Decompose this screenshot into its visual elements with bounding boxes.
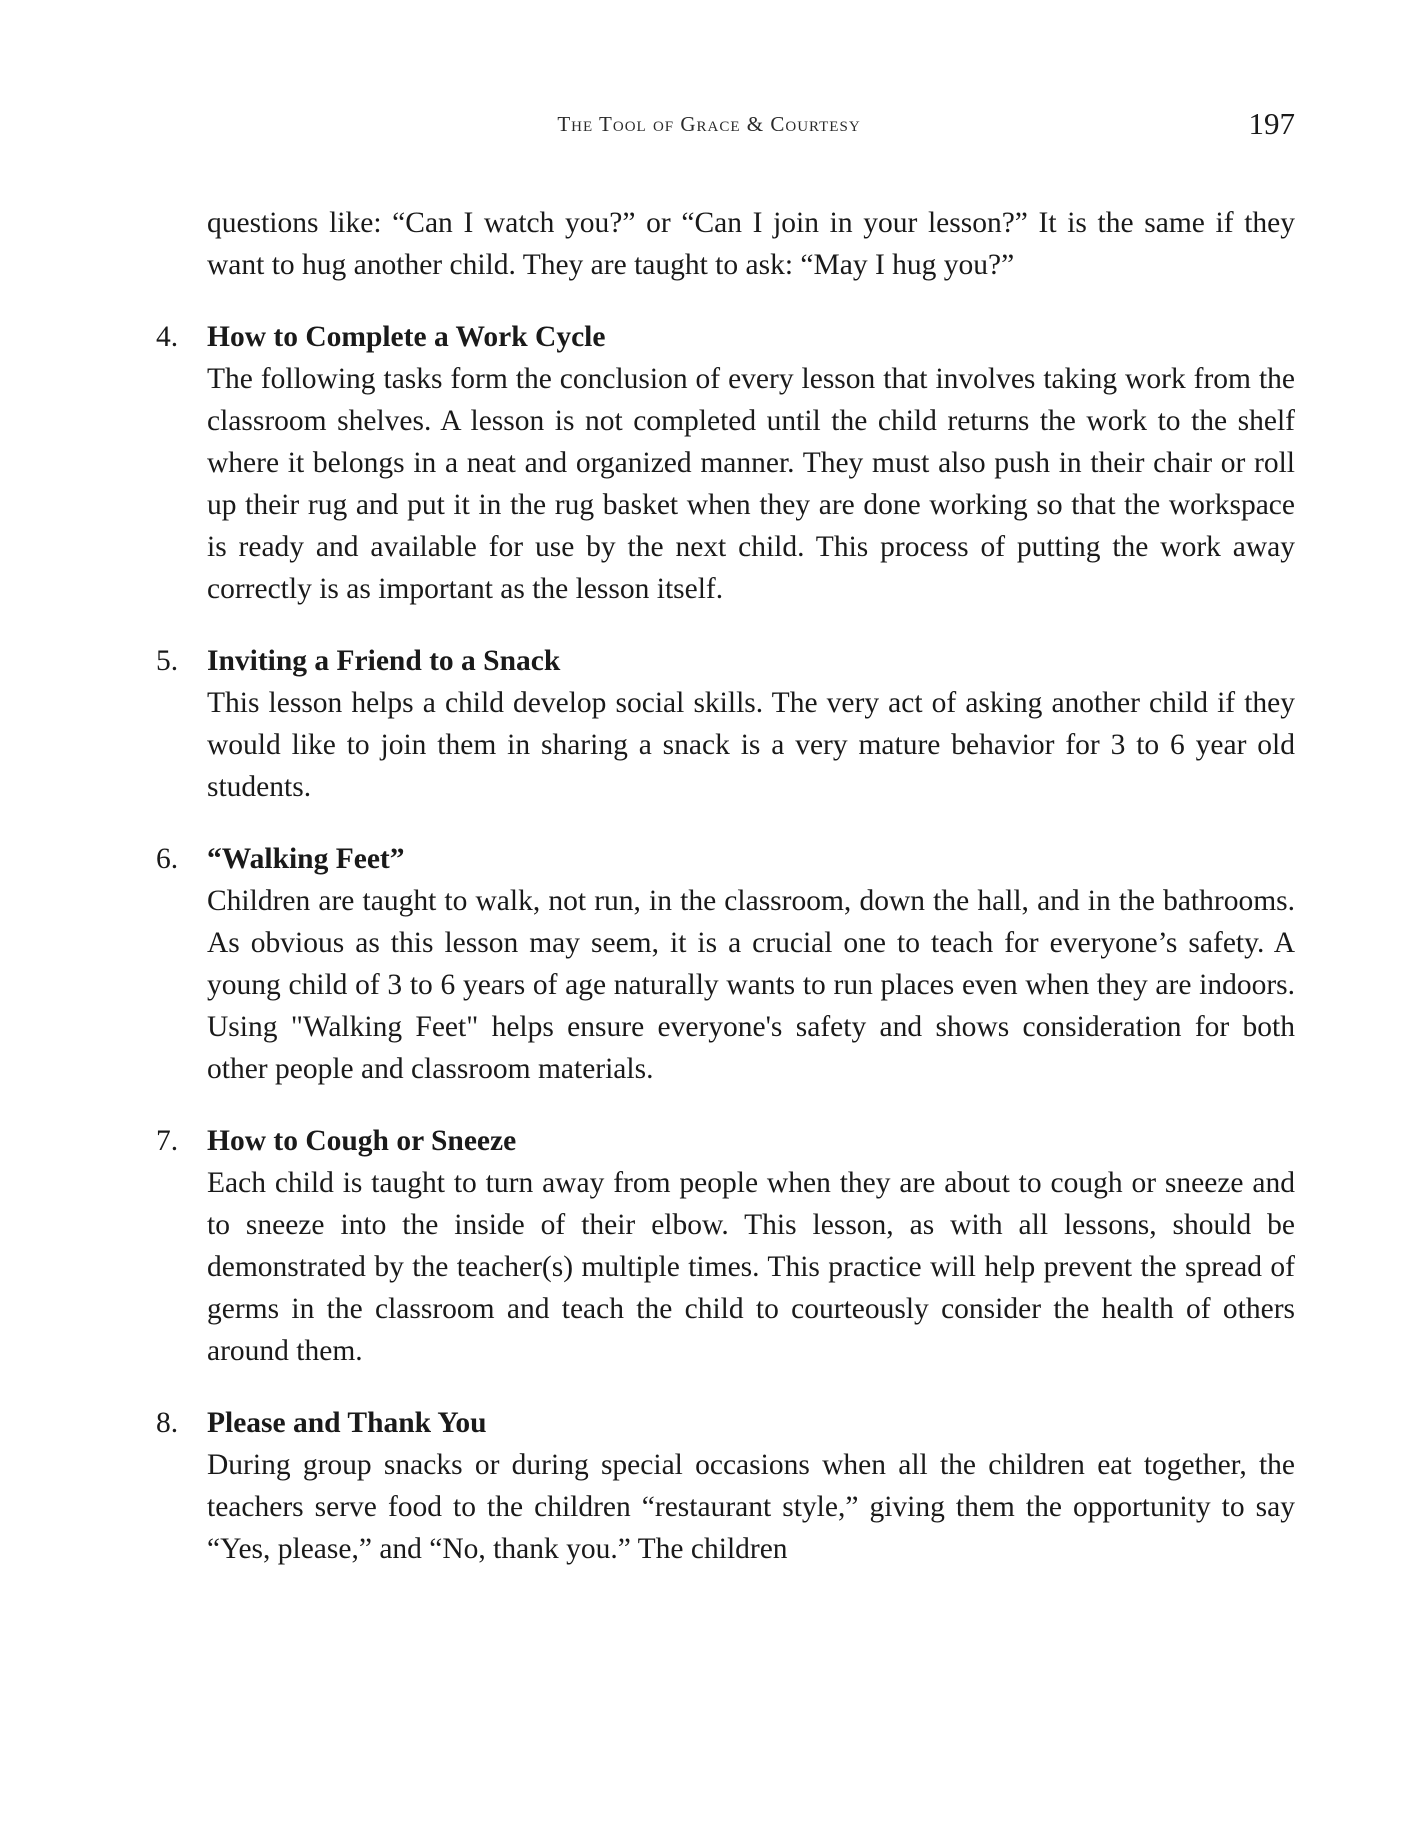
item-number: 6. (156, 843, 179, 875)
page-body (156, 202, 1295, 1570)
item-text: This lesson helps a child develop social skills. The very act of asking another child if they would like to join them in sharing a snack is a very mature behavior for 3 to 6 year old students. (207, 687, 1295, 803)
item-text: Each child is taught to turn away from people when they are about to cough or sneeze and to sneeze into the inside of their elbow. This lesson, as with all lessons, should be demonstrated by the teacher(s) multiple times. This practice will help prevent the spread of germs in the classroom and teach the child to courteously consider the health of others around them. (207, 1167, 1295, 1367)
item-number: 7. (156, 1125, 179, 1157)
item-number: 5. (156, 645, 179, 677)
item-heading: How to Complete a Work Cycle (207, 321, 606, 353)
item-text: The following tasks form the conclusion of every lesson that involves taking work from the classroom shelves. A lesson is not completed until the child returns the work to the shelf where it belongs in a neat and organized manner. They must also push in their chair or roll up their rug and put it in the rug basket when they are done working so that the workspace is ready and available for use by the next child. This process of putting the work away correctly is as important as the lesson itself. (207, 363, 1295, 605)
list-item (156, 316, 1295, 610)
item-text: During group snacks or during special occasions when all the children eat together, the teachers serve food to the children “restaurant style,” giving them the opportunity to say “Yes, please,” and “No, thank you.” The children (207, 1449, 1295, 1565)
page-number: 197 (1248, 106, 1295, 141)
intro-paragraph: questions like: “Can I watch you?” or “Can I join in your lesson?” It is the same if they want to hug another child. They are taught to ask: “May I hug you?” (207, 207, 1295, 281)
list-item (156, 640, 1295, 808)
item-number: 8. (156, 1407, 179, 1439)
item-heading: Inviting a Friend to a Snack (207, 645, 561, 677)
running-head: The Tool of Grace & Courtesy (557, 112, 861, 136)
list-item (156, 1402, 1295, 1570)
list-item (156, 1120, 1295, 1372)
item-heading: How to Cough or Sneeze (207, 1125, 517, 1157)
numbered-list (156, 316, 1295, 1570)
item-heading: Please and Thank You (207, 1407, 487, 1439)
item-text: Children are taught to walk, not run, in the classroom, down the hall, and in the bathrooms. As obvious as this lesson may seem, it is a crucial one to teach for everyone’s safety. A young child of 3 to 6 years of age naturally wants to run places even when they are indoors. Using "Walking Feet" helps ensure everyone's safety and shows consideration for both other people and classroom materials. (207, 885, 1295, 1085)
item-heading: “Walking Feet” (207, 843, 405, 875)
list-item (156, 838, 1295, 1090)
item-number: 4. (156, 321, 179, 353)
